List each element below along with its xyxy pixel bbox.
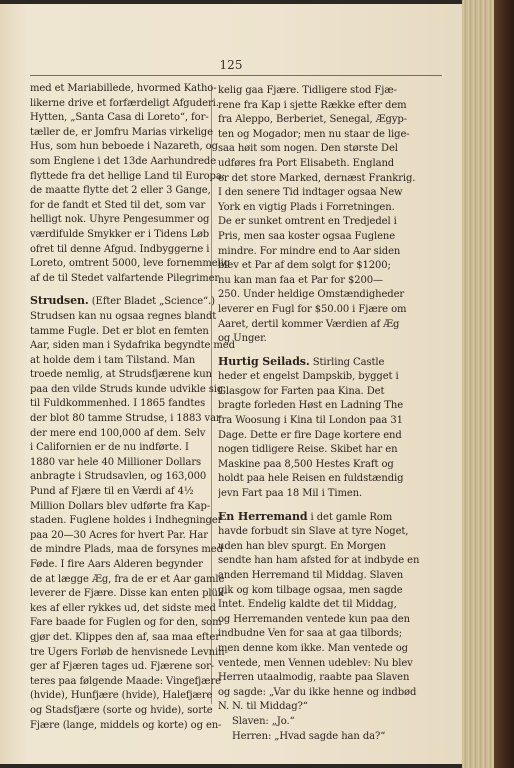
article-heading: Hurtig Seilads. [218, 354, 310, 368]
text-line: ofret til denne Afgud. Indbyggerne i [30, 243, 210, 255]
source-note: (Efter Bladet „Science“.) [88, 296, 215, 308]
text-line: nu kan man faa et Par for $200— [218, 274, 383, 286]
hurtig-seilads-article [218, 355, 426, 502]
text-line: at holde dem i tam Tilstand. Man [30, 354, 196, 366]
book-page [0, 4, 462, 764]
text-line: gjør det. Klippes den af, saa maa efter [30, 631, 220, 643]
text-line: staden. Fuglene holdes i Indhegninger [30, 515, 223, 527]
text-line: flyttede fra det hellige Land til Europa; [30, 170, 225, 182]
article-heading-line [218, 510, 426, 526]
text-line: Intet. Endelig kaldte det til Middag, [218, 599, 397, 611]
text-line: Fare baade for Fuglen og for den, som [30, 617, 222, 629]
text-line: 1880 var hele 40 Millioner Dollars [30, 456, 202, 468]
text-line: Aar, siden man i Sydafrika begyndte med [30, 340, 235, 352]
text-line: kes af eller rykkes ud, det sidste med [30, 602, 216, 614]
text-line: York en vigtig Plads i Forretningen. [218, 201, 395, 213]
text-line: indbudne Ven for saa at gaa tilbords; [218, 628, 403, 640]
header-rule [30, 75, 442, 76]
text-line: fra Woosung i Kina til London paa 31 [218, 415, 403, 427]
text-line: troede nemlig, at Strudsfjærene kun [30, 369, 212, 381]
loreto-paragraph [30, 82, 235, 286]
strudsen-continuation [218, 84, 426, 347]
text-line: Glasgow for Farten paa Kina. Det [218, 385, 385, 397]
text-line: og Herremanden ventede kun paa den [218, 613, 410, 625]
text-line: og sagde: „Var du ikke henne og indbød [218, 686, 417, 698]
text-line: af de til Stedet valfartende Pilegrimer. [30, 272, 222, 284]
text-line: leverer de Fjære. Disse kan enten plük- [30, 588, 227, 600]
text-line: rene fra Kap i sjette Række efter dem [218, 99, 407, 111]
text-line: leverer en Fugl for $50.00 i Fjære om [218, 303, 407, 315]
text-line: helligt nok. Uhyre Pengesummer og [30, 214, 210, 226]
text-line: anbragte i Strudsavlen, og 163,000 [30, 471, 207, 483]
text-line: anden Herremand til Middag. Slaven [218, 570, 404, 581]
text-line: Føde. I fire Aars Alderen begynder [30, 559, 203, 570]
text-line: i Californien er de nu indførte. I [30, 442, 189, 454]
heading-trailing-text: i det gamle Rom [307, 511, 393, 523]
text-line: udføres fra Port Elisabeth. England [218, 157, 395, 169]
text-line: Aaret, dertil kommer Værdien af Æg [218, 318, 400, 330]
text-line: Loreto, omtrent 5000, leve fornemmelig [30, 258, 231, 270]
text-line: de mindre Plads, maa de forsynes med [30, 544, 223, 556]
text-line: og Stadsfjære (sorte og hvide), sorte [30, 704, 213, 716]
text-line: Strudsen kan nu ogsaa regnes blandt [30, 310, 217, 322]
text-line: tamme Fugle. Det er blot en femten [30, 325, 209, 337]
text-line: er det store Marked, dernæst Frankrig. [218, 172, 416, 184]
text-line: Fjære (lange, middels og korte) og en- [30, 719, 222, 731]
text-line: (hvide), Hunfjære (hvide), Halefjære [30, 690, 213, 702]
text-line: for de fandt et Sted til det, som var [30, 199, 206, 211]
text-line: de at lægge Æg, fra de er et Aar gamle [30, 573, 225, 585]
left-column [30, 82, 235, 733]
text-line: holdt paa hele Reisen en fuldstændig [218, 473, 404, 485]
text-line: heder et engelst Dampskib, bygget i [218, 371, 399, 383]
text-line: Maskine paa 8,500 Hestes Kraft og [218, 458, 394, 470]
strudsen-article [30, 294, 235, 733]
dialog-line: Slaven: „Jo.“ [232, 715, 295, 727]
text-line: de maatte flytte det 2 eller 3 Gange, [30, 185, 211, 197]
book-cover-edge [494, 0, 514, 768]
text-line: mindre. For mindre end to Aar siden [218, 245, 401, 257]
text-line: paa 20—30 Acres for hvert Par. Har [30, 529, 208, 541]
text-line: men denne kom ikke. Man ventede og [218, 642, 408, 654]
text-line: sendte han ham afsted for at indbyde en [218, 555, 420, 567]
text-line: med et Mariabillede, hvormed Katho- [30, 83, 217, 94]
text-line: De er sunket omtrent en Tredjedel i [218, 216, 397, 228]
text-line: ger af Fjæren tages ud. Fjærene sor- [30, 661, 215, 673]
text-line: teres paa følgende Maade: Vingefjære [30, 675, 221, 687]
text-line: der blot 80 tamme Strudse, i 1883 var [30, 413, 221, 425]
text-line: værdifulde Smykker er i Tidens Løb [30, 228, 210, 240]
text-line: tre Ugers Forløb de henvisnede Levnin- [30, 646, 228, 658]
text-line: som Englene i det 13de Aarhundrede [30, 155, 217, 167]
text-line: fra Aleppo, Berberiet, Senegal, Ægyp- [218, 114, 407, 126]
article-heading-line [218, 355, 426, 371]
text-line: Million Dollars blev udførte fra Kap- [30, 500, 211, 512]
text-line: Hus, som hun beboede i Nazareth, og [30, 141, 218, 153]
page-number: 125 [219, 58, 243, 72]
text-line: uden han blev spurgt. En Morgen [218, 540, 386, 552]
text-line: likerne drive et forfærdeligt Afguderi. [30, 97, 219, 109]
article-heading: Strudsen. [30, 294, 89, 308]
herremand-article [218, 510, 426, 745]
text-line: Herren utaalmodig, raabte paa Slaven [218, 672, 410, 684]
text-line: Dage. Dette er fire Dage kortere end [218, 429, 402, 441]
text-line: I den senere Tid indtager ogsaa New [218, 187, 403, 199]
text-line: og Unger. [218, 333, 267, 345]
text-line: nogen tidligere Reise. Skibet har en [218, 444, 398, 456]
text-line: blev et Par af dem solgt for $1200; [218, 260, 391, 272]
text-line: gik og kom tilbage ogsaa, men sagde [218, 584, 403, 596]
text-line: havde forbudt sin Slave at tyre Noget, [218, 526, 409, 538]
text-line: tæller de, er Jomfru Marias virkelige [30, 126, 213, 138]
text-line: bragte forleden Høst en Ladning The [218, 400, 404, 412]
text-line: der mere end 100,000 af dem. Selv [30, 427, 206, 439]
text-line: Hytten, „Santa Casa di Loreto“, for- [30, 112, 209, 124]
article-heading-line [30, 294, 235, 310]
text-line: jevn Fart paa 18 Mil i Timen. [218, 488, 363, 500]
text-line: saa høit som nogen. Den største Del [218, 143, 398, 155]
heading-trailing-text: Stirling Castle [309, 356, 385, 368]
text-line: Pund af Fjære til en Værdi af 4½ [30, 486, 194, 498]
text-line: til Fuldkommenhed. I 1865 fandtes [30, 398, 206, 410]
text-line: kelig gaa Fjære. Tidligere stod Fjæ- [218, 85, 397, 96]
dialog-line: Herren: „Hvad sagde han da?“ [232, 730, 386, 742]
text-line: ventede, men Vennen udeblev: Nu blev [218, 657, 413, 669]
right-column [218, 84, 426, 744]
text-line: Pris, men saa koster ogsaa Fuglene [218, 230, 396, 242]
text-line: ten og Mogador; men nu staar de lige- [218, 128, 410, 140]
article-heading: En Herremand [218, 509, 308, 523]
text-line: 250. Under heldige Omstændigheder [218, 289, 405, 301]
text-line: paa den vilde Struds kunde udvikle sig [30, 383, 224, 395]
text-line: N. N. til Middag?“ [218, 701, 308, 713]
